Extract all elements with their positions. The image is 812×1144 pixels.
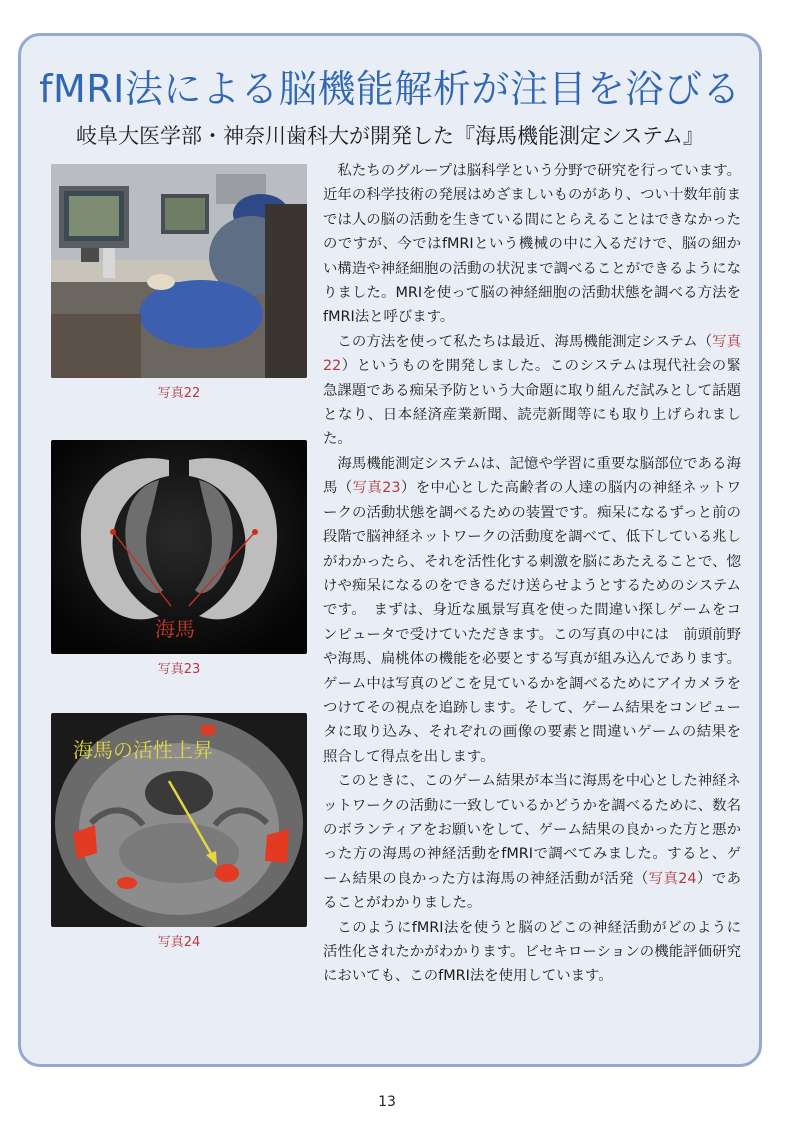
- paragraph-2: この方法を使って私たちは最近、海馬機能測定システム（写真22）というものを開発しました。このシステムは現代社会の緊急課題である痴呆予防という大命題に取り組んだ試みとして話題となり、日本経済産業新聞、読売新聞等にも取り上げられました。: [323, 333, 741, 448]
- photo-22-caption: 写真22: [157, 386, 201, 401]
- page-number: 13: [378, 1094, 396, 1110]
- paragraph-3: 海馬機能測定システムは、記憶や学習に重要な脳部位である海馬（写真23）を中心とした高齢者の人達の脳内の神経ネットワークの活動状態を調べるための装置です。痴呆になるずっと前の段階で脳神経ネットワークの活動度を調べて、低下している兆しがわかったら、それを活性化する刺激を脳にあたえることで、惚けや痴呆になるのをできるだけ送らせようとするためのシステムです。 まずは、身近な風景写真を使った間違い探しゲームをコンピュータで受けていただきます。この写真の中には 前頭前野や海馬、扁桃体の機能を必要とする写真が組み込んであります。ゲーム中は写真のどこを見ているかを調べるためにアイカメラをつけてその視点を追跡します。そして、ゲーム結果をコンピュータに取り込み、それぞれの画像の要素と間違いゲームの結果を照合して得点を出します。: [323, 455, 741, 765]
- photo-22-image: [51, 164, 307, 378]
- article-body: [323, 159, 741, 989]
- page-subtitle: 岐阜大医学部・神奈川歯科大が開発した『海馬機能測定システム』: [76, 124, 704, 148]
- paragraph-4: このときに、このゲーム結果が本当に海馬を中心とした神経ネットワークの活動に一致しているかどうかを調べるために、数名のボランティアをお願いをして、ゲーム結果の良かった方と悪かった方の海馬の神経活動をfMRIで調べてみました。すると、ゲーム結果の良かった方は海馬の神経活動が活発（写真24）であることがわかりました。: [323, 773, 741, 912]
- hippocampus-activation-label: 海馬の活性上昇: [73, 738, 213, 762]
- photo-23-caption: 写真23: [157, 662, 201, 677]
- photo-24-reference: 写真24: [648, 870, 697, 887]
- photo-22-reference: 写真22: [323, 333, 741, 375]
- photo-24-caption: 写真24: [157, 935, 201, 950]
- figure-photo-22: [51, 164, 307, 401]
- hippocampus-label: 海馬: [155, 617, 195, 641]
- page-title: fMRI法による脳機能解析が注目を浴びる: [39, 67, 741, 111]
- photo-23-image: [51, 440, 307, 654]
- photo-24-image: [51, 713, 307, 927]
- figure-photo-23: [51, 440, 307, 677]
- paragraph-5: このようにfMRI法を使うと脳のどこの神経活動がどのように活性化されたかがわかります。ビセキローションの機能評価研究においても、このfMRI法を使用しています。: [323, 919, 741, 985]
- photo-23-reference: 写真23: [352, 480, 401, 497]
- content-panel: [18, 33, 762, 1067]
- figure-photo-24: [51, 713, 307, 950]
- paragraph-1: 私たちのグループは脳科学という分野で研究を行っています。近年の科学技術の発展はめざましいものがあり、つい十数年前までは人の脳の活動を生きている間にとらえることはできなかったのですが、今ではfMRIという機械の中に入るだけで、脳の細かい構造や神経細胞の活動の状況まで調べることができるようになりました。MRIを使って脳の神経細胞の活動状態を調べる方法をfMRI法と呼びます。: [323, 163, 741, 326]
